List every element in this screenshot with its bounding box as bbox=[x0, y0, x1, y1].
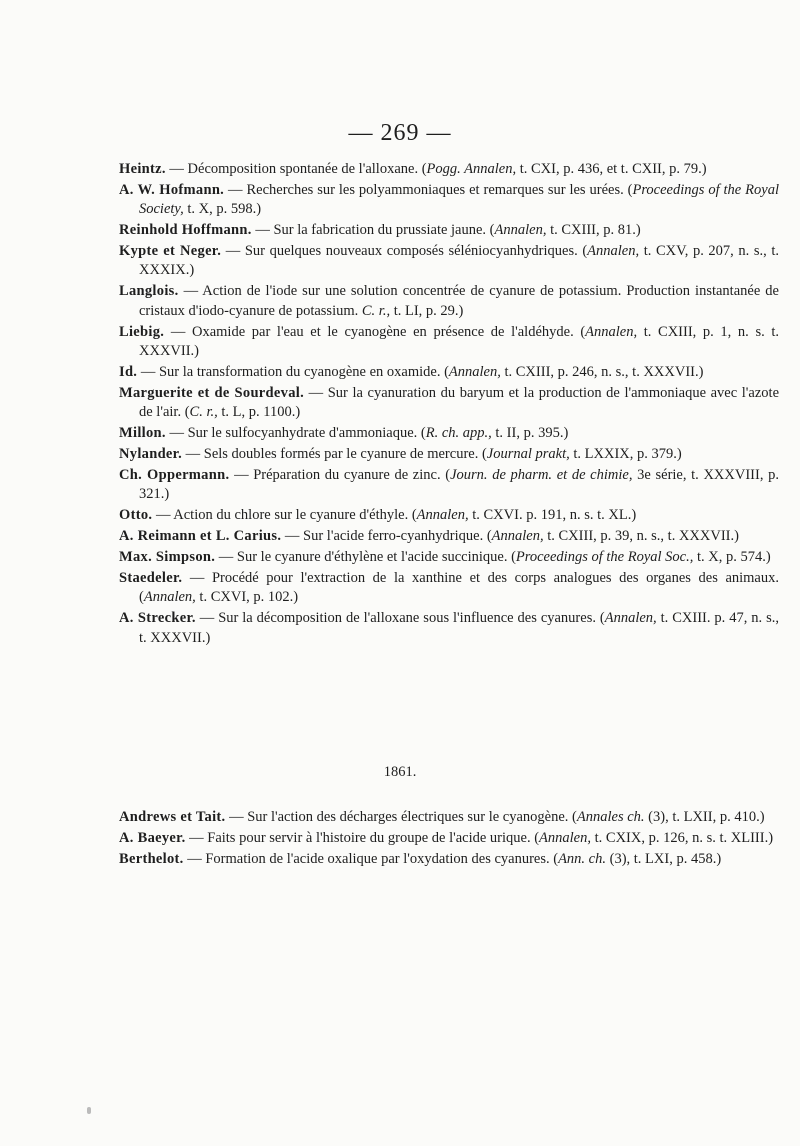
entry-nylander bbox=[119, 445, 779, 464]
entry-reference: t. CXIII, p. 1, n. s. t. XXXVII.) bbox=[139, 323, 779, 359]
entry-text: — Sur le sulfocyanhydrate d'ammoniaque. ( bbox=[169, 425, 426, 442]
entry-reference: t. X, p. 598.) bbox=[183, 201, 262, 218]
entry-langlois bbox=[119, 282, 779, 320]
entry-reinhold-hoffmann bbox=[119, 221, 779, 240]
entry-reference: (3), t. LXI, p. 458.) bbox=[606, 851, 722, 867]
entry-hofmann bbox=[119, 181, 779, 219]
entry-author: Max. Simpson. bbox=[119, 549, 216, 566]
entry-strecker bbox=[119, 609, 779, 647]
entry-text: — Oxamide par l'eau et le cyanogène en présence de l'aldéhyde. ( bbox=[170, 323, 586, 340]
entry-text: — Formation de l'acide oxalique par l'oxydation des cyanures. ( bbox=[187, 851, 559, 867]
entry-reimann-carius bbox=[119, 527, 779, 546]
entry-author: Millon. bbox=[119, 425, 166, 442]
entry-journal: Pogg. Annalen, bbox=[426, 161, 517, 177]
entry-journal: Annalen, bbox=[585, 323, 638, 340]
entry-journal: Annalen, bbox=[494, 222, 547, 239]
entry-author: A. Reimann et L. Carius. bbox=[119, 528, 282, 545]
entry-journal: Annalen, bbox=[539, 830, 591, 846]
entry-reference: (3), t. LXII, p. 410.) bbox=[644, 809, 765, 825]
entry-journal: Annalen, bbox=[491, 528, 544, 545]
entry-reference: t. II, p. 395.) bbox=[491, 425, 569, 442]
entry-author: Reinhold Hoffmann. bbox=[119, 222, 252, 239]
entry-author: A. W. Hofmann. bbox=[119, 182, 225, 198]
year-heading: 1861. bbox=[383, 764, 417, 780]
entry-text: — Sur l'acide ferro-cyanhydrique. ( bbox=[284, 528, 492, 545]
entry-reference: t. X, p. 574.) bbox=[693, 549, 771, 566]
bibliography-1861 bbox=[119, 808, 779, 871]
entry-text: — Sur le cyanure d'éthylène et l'acide succinique. ( bbox=[218, 549, 516, 566]
entry-text: — Préparation du cyanure de zinc. ( bbox=[234, 467, 451, 484]
entry-journal: Annalen, bbox=[604, 610, 657, 627]
entry-reference: t. CXIII. p. 47, n. s., t. XXXVII.) bbox=[139, 610, 779, 646]
entry-journal: Annalen, bbox=[143, 589, 196, 606]
entry-author: Ch. Oppermann. bbox=[119, 467, 230, 484]
entry-author: Berthelot. bbox=[119, 851, 184, 867]
paper-speck bbox=[87, 1107, 91, 1114]
entry-text: — Sur la fabrication du prussiate jaune. ( bbox=[255, 222, 495, 239]
entry-text: — Sur la cyanuration du baryum et la production de l'ammoniaque avec l'azote de l'air. ( bbox=[139, 384, 780, 421]
entry-reference: t. L, p. 1100.) bbox=[217, 404, 301, 421]
entry-oppermann bbox=[119, 466, 779, 504]
entry-text: — Sels doubles formés par le cyanure de mercure. ( bbox=[185, 446, 487, 463]
entry-kypte-neger bbox=[119, 242, 779, 280]
entry-author: Andrews et Tait. bbox=[119, 809, 226, 825]
entry-author: Liebig. bbox=[119, 323, 165, 340]
entry-author: Kypte et Neger. bbox=[119, 243, 222, 260]
entry-reference: t. LXXIX, p. 379.) bbox=[569, 446, 682, 463]
entry-author: A. Strecker. bbox=[119, 610, 196, 627]
entry-staedeler bbox=[119, 569, 779, 607]
entry-simpson bbox=[119, 548, 779, 567]
entry-journal: R. ch. app., bbox=[425, 425, 492, 442]
entry-author: Langlois. bbox=[119, 283, 179, 300]
bibliography-1860 bbox=[119, 160, 779, 650]
entry-otto bbox=[119, 506, 779, 525]
entry-text: — Décomposition spontanée de l'alloxane. ( bbox=[169, 161, 427, 177]
entry-berthelot bbox=[119, 850, 779, 869]
entry-heintz bbox=[119, 160, 779, 179]
entry-reference: t. CXVI. p. 191, n. s. t. XL.) bbox=[468, 507, 637, 524]
entry-text: — Sur l'action des décharges électriques sur le cyanogène. ( bbox=[229, 809, 577, 825]
entry-journal: Journ. de pharm. et de chimie, bbox=[450, 467, 633, 484]
entry-text: — Recherches sur les polyammoniaques et remarques sur les urées. ( bbox=[228, 182, 633, 198]
entry-journal: C. r., bbox=[361, 302, 391, 319]
entry-reference: t. CXIII, p. 81.) bbox=[546, 222, 641, 239]
entry-journal: Annalen, bbox=[448, 363, 501, 380]
entry-journal: Journal prakt, bbox=[486, 446, 570, 463]
entry-text: — Sur la transformation du cyanogène en oxamide. ( bbox=[140, 363, 449, 380]
entry-reference: t. LI, p. 29.) bbox=[390, 302, 464, 319]
entry-liebig bbox=[119, 323, 779, 361]
entry-author: Heintz. bbox=[119, 161, 166, 177]
entry-author: Nylander. bbox=[119, 446, 182, 463]
entry-marguerite-sourdeval bbox=[119, 384, 779, 422]
entry-text: — Faits pour servir à l'histoire du groupe de l'acide urique. ( bbox=[189, 830, 540, 846]
entry-andrews-tait bbox=[119, 808, 779, 827]
entry-journal: Ann. ch. bbox=[558, 851, 606, 867]
entry-journal: Proceedings of the Royal Society, bbox=[139, 182, 779, 218]
entry-journal: C. r., bbox=[189, 404, 218, 421]
page-number: — 269 — bbox=[348, 120, 452, 146]
entry-journal: Annalen, bbox=[587, 243, 640, 260]
entry-author: Otto. bbox=[119, 507, 153, 524]
entry-text: — Procédé pour l'extraction de la xanthine et des corps analogues des organes des animaux. ( bbox=[139, 570, 779, 606]
entry-journal: Annales ch. bbox=[576, 809, 645, 825]
entry-text: — Action du chlore sur le cyanure d'éthyle. ( bbox=[155, 507, 417, 524]
entry-reference: t. CXVI, p. 102.) bbox=[195, 589, 299, 606]
entry-baeyer bbox=[119, 829, 779, 848]
entry-text: — Action de l'iode sur une solution concentrée de cyanure de potassium. Production instantanée de cristaux d'iodo-cyanure de potassium. bbox=[139, 283, 779, 319]
entry-text: — Sur la décomposition de l'alloxane sous l'influence des cyanures. ( bbox=[199, 610, 605, 627]
entry-journal: Proceedings of the Royal Soc., bbox=[515, 549, 694, 566]
entry-journal: Annalen, bbox=[416, 507, 469, 524]
entry-millon bbox=[119, 424, 779, 443]
entry-reference: t. CXV, p. 207, n. s., t. XXXIX.) bbox=[139, 243, 780, 279]
entry-author: Marguerite et de Sourdeval. bbox=[119, 384, 305, 401]
entry-id bbox=[119, 363, 779, 382]
entry-author: Staedeler. bbox=[119, 570, 183, 587]
entry-reference: t. CXI, p. 436, et t. CXII, p. 79.) bbox=[516, 161, 707, 177]
entry-author: A. Baeyer. bbox=[119, 830, 186, 846]
entry-reference: 3e série, t. XXXVIII, p. 321.) bbox=[139, 467, 780, 503]
entry-text: — Sur quelques nouveaux composés séléniocyanhydriques. ( bbox=[225, 243, 588, 260]
entry-reference: t. CXIII, p. 39, n. s., t. XXXVII.) bbox=[543, 528, 739, 545]
entry-reference: t. CXIX, p. 126, n. s. t. XLIII.) bbox=[591, 830, 774, 846]
entry-reference: t. CXIII, p. 246, n. s., t. XXXVII.) bbox=[500, 363, 704, 380]
entry-author: Id. bbox=[119, 363, 138, 380]
